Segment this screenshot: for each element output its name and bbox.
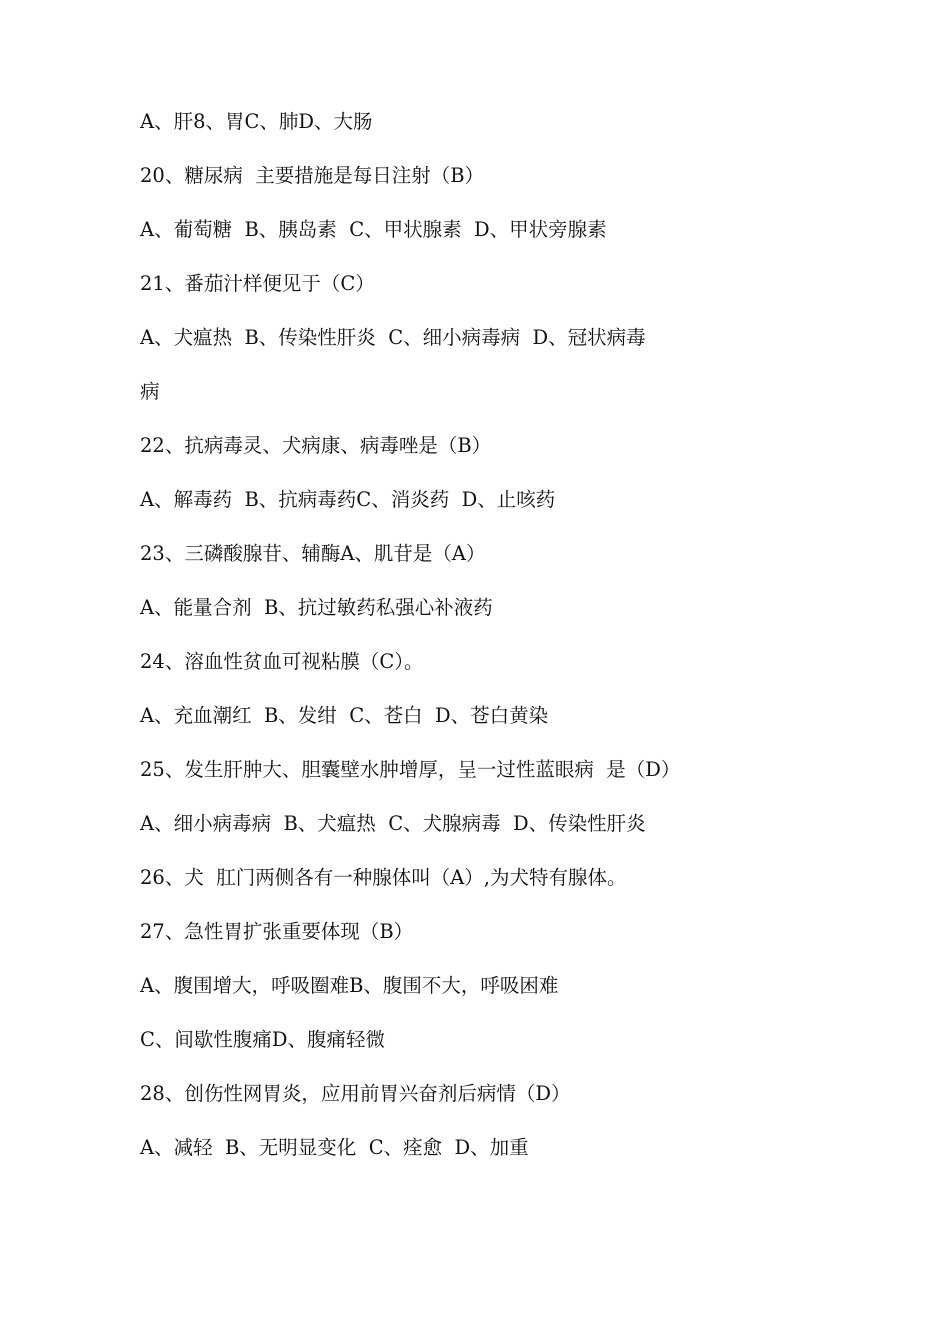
question-27: 27、急性胃扩张重要体现（B） — [140, 920, 414, 943]
answer-options-line: A、细小病毒病 B、犬瘟热 C、犬腺病毒 D、传染性肝炎 — [140, 812, 646, 835]
answer-options-continuation: 病 — [140, 380, 160, 403]
answer-options-line: A、解毒药 B、抗病毒药C、消炎药 D、止咳药 — [140, 488, 556, 511]
question-26: 26、犬 肛门两侧各有一种腺体叫（A）,为犬特有腺体。 — [140, 866, 627, 889]
answer-options-line: A、充血潮红 B、发绀 C、苍白 D、苍白黄染 — [140, 704, 549, 727]
answer-options-line: A、能量合剂 B、抗过敏药私强心补液药 — [140, 596, 493, 619]
answer-options-line: C、间歇性腹痛D、腹痛轻微 — [140, 1028, 386, 1051]
answer-options-line: A、葡萄糖 B、胰岛素 C、甲状腺素 D、甲状旁腺素 — [140, 218, 607, 241]
question-22: 22、抗病毒灵、犬病康、病毒唑是（B） — [140, 434, 492, 457]
question-24: 24、溶血性贫血可视粘膜（C）。 — [140, 650, 424, 673]
question-20: 20、糖尿病 主要措施是每日注射（B） — [140, 164, 485, 187]
answer-options-line: A、肝8、胃C、肺D、大肠 — [140, 110, 373, 133]
question-28: 28、创伤性网胃炎，应用前胃兴奋剂后病情（D） — [140, 1082, 571, 1105]
answer-options-line: A、减轻 B、无明显变化 C、痊愈 D、加重 — [140, 1136, 529, 1159]
question-25: 25、发生肝肿大、胆囊壁水肿增厚，呈一过性蓝眼病 是（D） — [140, 758, 681, 781]
answer-options-line: A、腹围增大，呼吸圈难B、腹围不大，呼吸困难 — [140, 974, 559, 997]
answer-options-line: A、犬瘟热 B、传染性肝炎 C、细小病毒病 D、冠状病毒 — [140, 326, 646, 349]
question-21: 21、番茄汁样便见于（C） — [140, 272, 375, 295]
question-23: 23、三磷酸腺苷、辅酶A、肌苷是（A） — [140, 542, 486, 565]
